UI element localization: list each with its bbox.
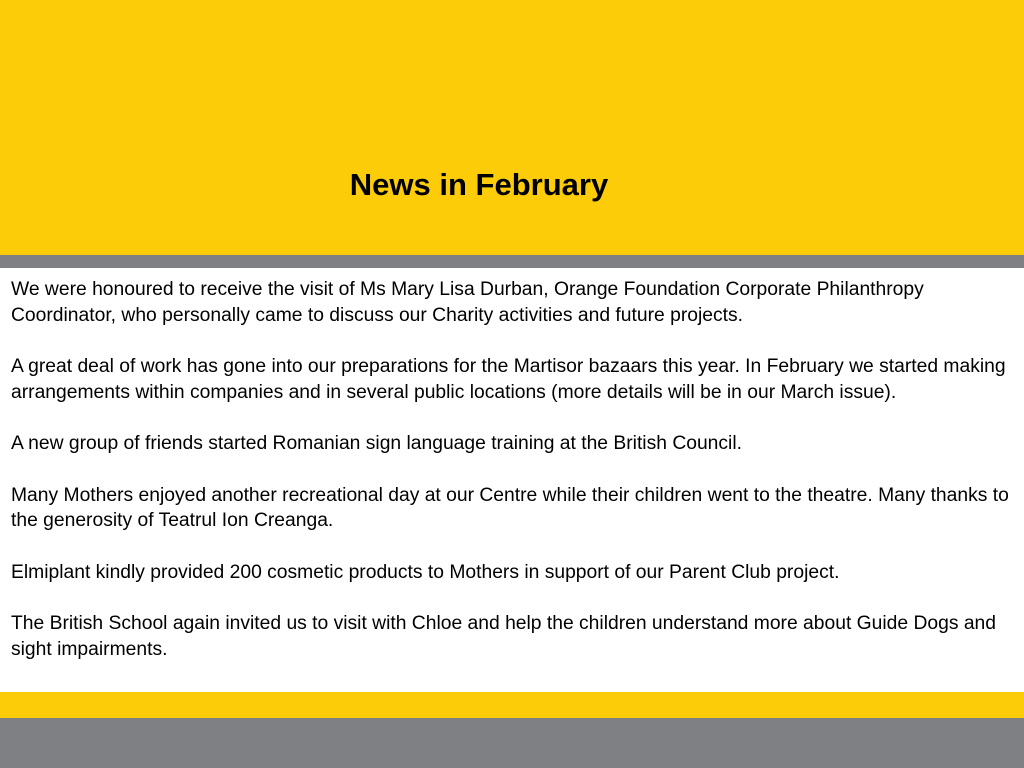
header-band	[0, 0, 1024, 255]
news-paragraph: The British School again invited us to visit with Chloe and help the children understand more about Guide Dogs and sight impairments.	[11, 613, 997, 660]
news-paragraph: Elmiplant kindly provided 200 cosmetic products to Mothers in support of our Parent Club project.	[11, 561, 840, 583]
news-body	[11, 277, 1017, 662]
slide-title: News in February	[349, 167, 609, 202]
header-divider-stripe	[0, 255, 1024, 268]
news-paragraph: A new group of friends started Romanian sign language training at the British Council.	[11, 433, 742, 455]
news-paragraph: A great deal of work has gone into our preparations for the Martisor bazaars this year. In February we started making arrangements within companies and in several public locations (more details will be in our March issue).	[11, 356, 1006, 403]
news-paragraph: Many Mothers enjoyed another recreational day at our Centre while their children went to the theatre. Many thanks to the generosity of Teatrul Ion Creanga.	[11, 484, 1009, 532]
footer-band	[0, 718, 1024, 768]
news-paragraph: We were honoured to receive the visit of Ms Mary Lisa Durban, Orange Foundation Corporate Philanthropy Coordinator, who personally came to discuss our Charity activities and future projects.	[11, 279, 924, 326]
footer-accent-stripe	[0, 692, 1024, 718]
